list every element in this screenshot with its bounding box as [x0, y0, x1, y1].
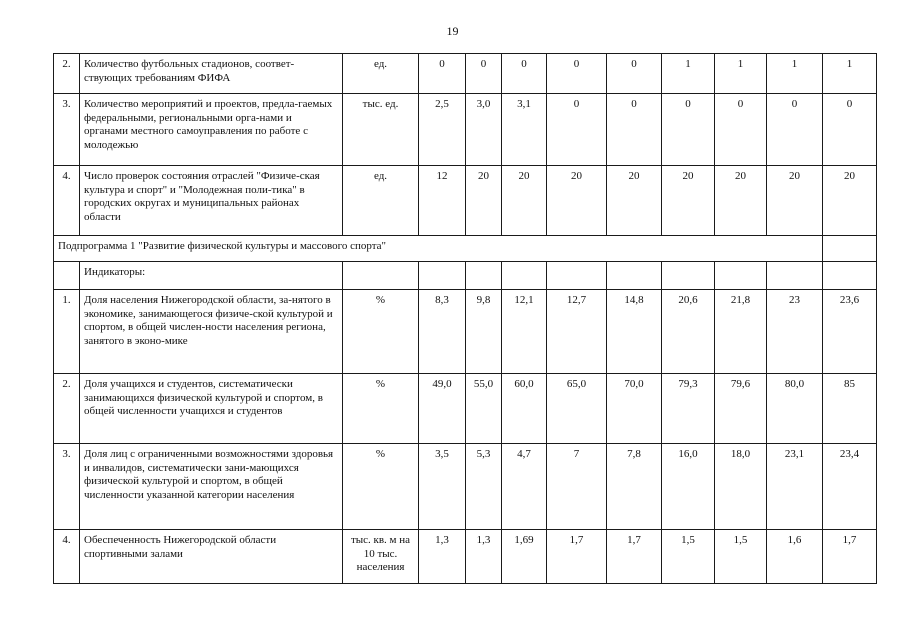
row-unit: %: [343, 374, 419, 444]
empty-cell: [607, 262, 662, 290]
cell-value: 85: [823, 374, 877, 444]
cell-value: 20: [466, 166, 502, 236]
cell-value: 12: [419, 166, 466, 236]
cell-value: 18,0: [715, 444, 767, 530]
row-number: 2.: [54, 374, 80, 444]
row-number: 1.: [54, 290, 80, 374]
empty-cell: [547, 262, 607, 290]
cell-value: 0: [547, 54, 607, 94]
cell-value: 1,7: [547, 530, 607, 584]
cell-value: 23: [767, 290, 823, 374]
cell-value: 12,1: [502, 290, 547, 374]
cell-value: 70,0: [607, 374, 662, 444]
row-unit: тыс. ед.: [343, 94, 419, 166]
row-number: 4.: [54, 166, 80, 236]
cell-value: 4,7: [502, 444, 547, 530]
cell-value: 0: [466, 54, 502, 94]
empty-cell: [466, 262, 502, 290]
row-number: 3.: [54, 444, 80, 530]
row-name: Доля лиц с ограниченными возможностями здоровья и инвалидов, систематически зани-мающихся физической культурой и спортом, в общей численности указанной категории населения: [80, 444, 343, 530]
cell-value: 65,0: [547, 374, 607, 444]
cell-value: 16,0: [662, 444, 715, 530]
indicators-header-row: [54, 262, 877, 290]
cell-value: 12,7: [547, 290, 607, 374]
cell-value: 5,3: [466, 444, 502, 530]
subprogram-title: Подпрограмма 1 "Развитие физической культуры и массового спорта": [54, 236, 823, 262]
cell-value: 23,6: [823, 290, 877, 374]
cell-value: 0: [607, 94, 662, 166]
page-number: 19: [446, 24, 459, 38]
row-name: Количество футбольных стадионов, соответ-ствующих требованиям ФИФА: [80, 54, 343, 94]
empty-cell: [715, 262, 767, 290]
cell-value: 1,7: [607, 530, 662, 584]
cell-value: 20: [767, 166, 823, 236]
cell-value: 7,8: [607, 444, 662, 530]
table-row: [54, 530, 877, 584]
cell-value: 3,1: [502, 94, 547, 166]
cell-value: 0: [662, 94, 715, 166]
cell-value: 20: [823, 166, 877, 236]
row-number: 3.: [54, 94, 80, 166]
cell-value: 3,5: [419, 444, 466, 530]
row-unit: %: [343, 444, 419, 530]
cell-value: 9,8: [466, 290, 502, 374]
cell-value: 20,6: [662, 290, 715, 374]
cell-value: 0: [607, 54, 662, 94]
cell-value: 20: [502, 166, 547, 236]
cell-value: 79,3: [662, 374, 715, 444]
subprogram-row: [54, 236, 877, 262]
cell-value: 20: [547, 166, 607, 236]
cell-value: 20: [715, 166, 767, 236]
empty-cell: [343, 262, 419, 290]
cell-value: 14,8: [607, 290, 662, 374]
cell-value: 7: [547, 444, 607, 530]
row-unit: %: [343, 290, 419, 374]
row-number: 2.: [54, 54, 80, 94]
empty-cell: [419, 262, 466, 290]
cell-value: 79,6: [715, 374, 767, 444]
cell-value: 80,0: [767, 374, 823, 444]
empty-cell: [502, 262, 547, 290]
row-name: Доля населения Нижегородской области, за-нятого в экономике, занимающегося физиче-ской культурой и спортом, в общей числен-ности населения региона, занятого в эконо-мике: [80, 290, 343, 374]
row-name: Обеспеченность Нижегородской области спортивными залами: [80, 530, 343, 584]
cell-value: 8,3: [419, 290, 466, 374]
cell-value: 1: [662, 54, 715, 94]
cell-value: 1: [767, 54, 823, 94]
cell-value: 0: [823, 94, 877, 166]
cell-value: 1,69: [502, 530, 547, 584]
empty-cell: [823, 262, 877, 290]
cell-value: 0: [767, 94, 823, 166]
cell-value: 23,4: [823, 444, 877, 530]
indicators-table: [53, 53, 877, 584]
empty-cell: [662, 262, 715, 290]
row-unit: тыс. кв. м на 10 тыс. населения: [343, 530, 419, 584]
cell-value: 55,0: [466, 374, 502, 444]
cell-value: 1,5: [715, 530, 767, 584]
indicators-label: Индикаторы:: [80, 262, 343, 290]
row-name: Число проверок состояния отраслей "Физиче-ская культура и спорт" и "Молодежная поли-тика" в городских округах и муниципальных районах области: [80, 166, 343, 236]
row-name: Доля учащихся и студентов, систематически занимающихся физической культурой и спортом, в общей численности учащихся и студентов: [80, 374, 343, 444]
table-row: [54, 374, 877, 444]
cell-value: 1,6: [767, 530, 823, 584]
empty-cell: [767, 262, 823, 290]
row-number: 4.: [54, 530, 80, 584]
cell-value: 60,0: [502, 374, 547, 444]
cell-value: 1: [715, 54, 767, 94]
table-row: [54, 166, 877, 236]
cell-value: 1,7: [823, 530, 877, 584]
cell-value: 0: [715, 94, 767, 166]
table-body: [54, 54, 877, 584]
row-unit: ед.: [343, 54, 419, 94]
cell-value: 1,3: [419, 530, 466, 584]
empty-cell: [823, 236, 877, 262]
cell-value: 1,5: [662, 530, 715, 584]
cell-value: 1: [823, 54, 877, 94]
cell-value: 0: [547, 94, 607, 166]
cell-value: 23,1: [767, 444, 823, 530]
empty-cell: [54, 262, 80, 290]
cell-value: 1,3: [466, 530, 502, 584]
cell-value: 20: [607, 166, 662, 236]
table-row: [54, 444, 877, 530]
table-row: [54, 94, 877, 166]
row-name: Количество мероприятий и проектов, предла-гаемых федеральными, региональными орга-нами и органами местного самоуправления по работе с молодежью: [80, 94, 343, 166]
cell-value: 2,5: [419, 94, 466, 166]
cell-value: 3,0: [466, 94, 502, 166]
cell-value: 20: [662, 166, 715, 236]
row-unit: ед.: [343, 166, 419, 236]
cell-value: 0: [502, 54, 547, 94]
cell-value: 21,8: [715, 290, 767, 374]
table-row: [54, 54, 877, 94]
cell-value: 49,0: [419, 374, 466, 444]
table-row: [54, 290, 877, 374]
cell-value: 0: [419, 54, 466, 94]
